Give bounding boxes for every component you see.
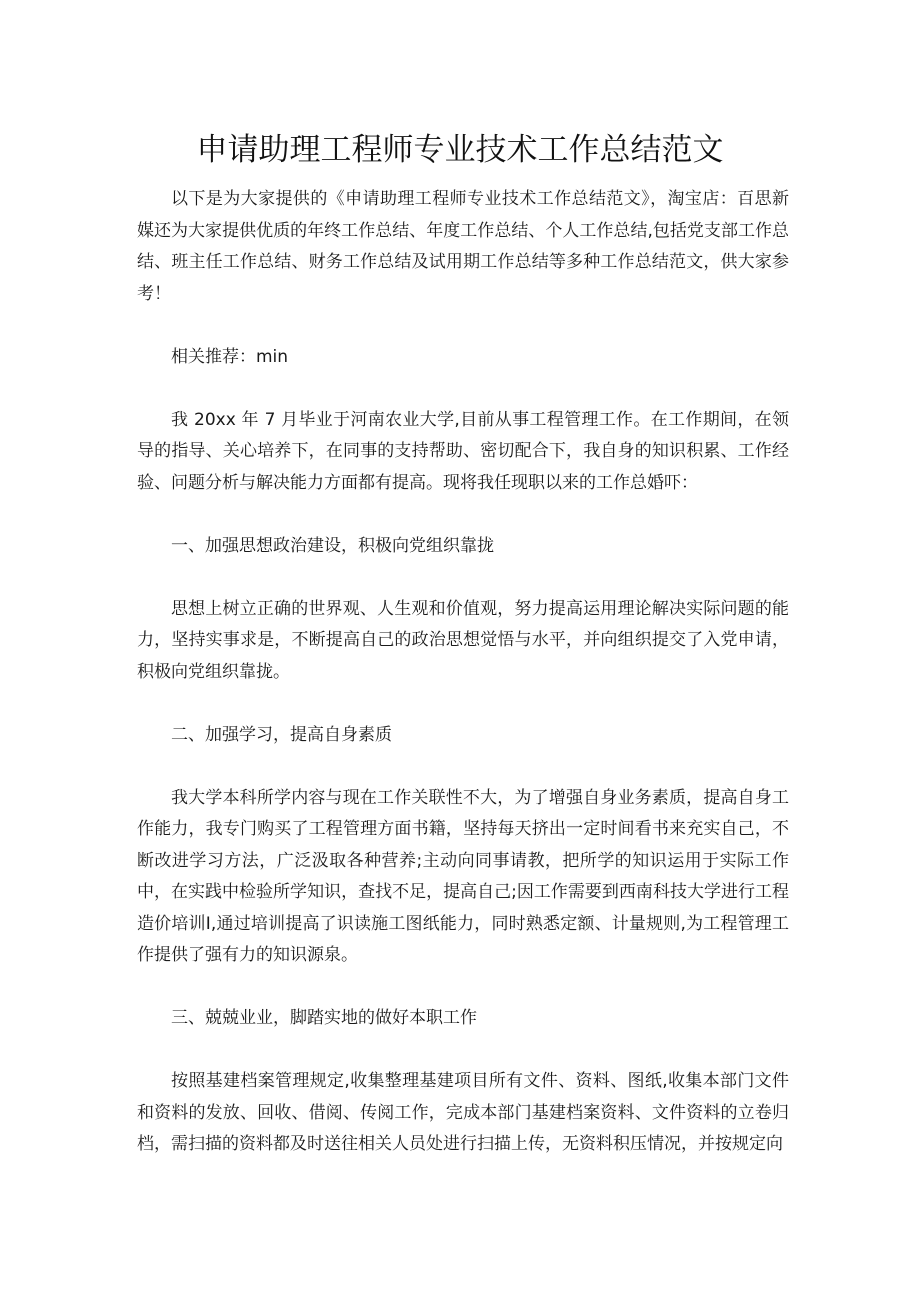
body-paragraph: 按照基建档案管理规定,收集整理基建项目所有文件、资料、图纸,收集本部门文件和资料的发放、回收、借阅、传阅工作，完成本部门基建档案资料、文件资料的立卷归档，需扫描的资料都及时送往相关人员处进行扫描上传，无资料积压情况，并按规定向 xyxy=(137,1071,789,1154)
section-heading: 二、加强学习，提高自身素质 xyxy=(171,724,392,745)
document-body xyxy=(137,184,789,1192)
body-paragraph: 我大学本科所学内容与现在工作关联性不大，为了增强自身业务素质，提高自身工作能力，我专门购买了工程管理方面书籍，坚持每天挤出一定时间看书来充实自己，不断改进学习方法，广泛汲取各种营养;主动向同事请教，把所学的知识运用于实际工作中，在实践中检验所学知识，查找不足，提高自己;因工作需要到西南科技大学进行工程造价培训Ⅰ,通过培训提高了识读施工图纸能力，同时熟悉定额、计量规则,为工程管理工作提供了强有力的知识源泉。 xyxy=(137,787,789,965)
body-paragraph: 我 20xx 年 7 月毕业于河南农业大学,目前从事工程管理工作。在工作期间，在领导的指导、关心培养下，在同事的支持帮助、密切配合下，我自身的知识积累、工作经验、问题分析与解决能力方面都有提高。现将我任现职以来的工作总婚吓： xyxy=(137,409,789,493)
intro-paragraph: 以下是为大家提供的《申请助理工程师专业技术工作总结范文》，淘宝店：百思新媒还为大家提供优质的年终工作总结、年度工作总结、个人工作总结,包括党支部工作总结、班主任工作总结、财务工作总结及试用期工作总结等多种工作总结范文，供大家参考！ xyxy=(137,189,789,304)
related-recommendation: 相关推荐：min xyxy=(171,346,289,367)
document-title: 申请助理工程师专业技术工作总结范文 xyxy=(196,132,724,168)
section-heading: 三、兢兢业业，脚踏实地的做好本职工作 xyxy=(171,1008,477,1028)
section-heading: 一、加强思想政治建设，积极向党组织靠拢 xyxy=(171,535,494,556)
body-paragraph: 思想上树立正确的世界观、人生观和价值观，努力提高运用理论解决实际问题的能力，坚持实事求是，不断提高自己的政治思想觉悟与水平，并向组织提交了入党申请，积极向党组织靠拢。 xyxy=(137,598,789,682)
